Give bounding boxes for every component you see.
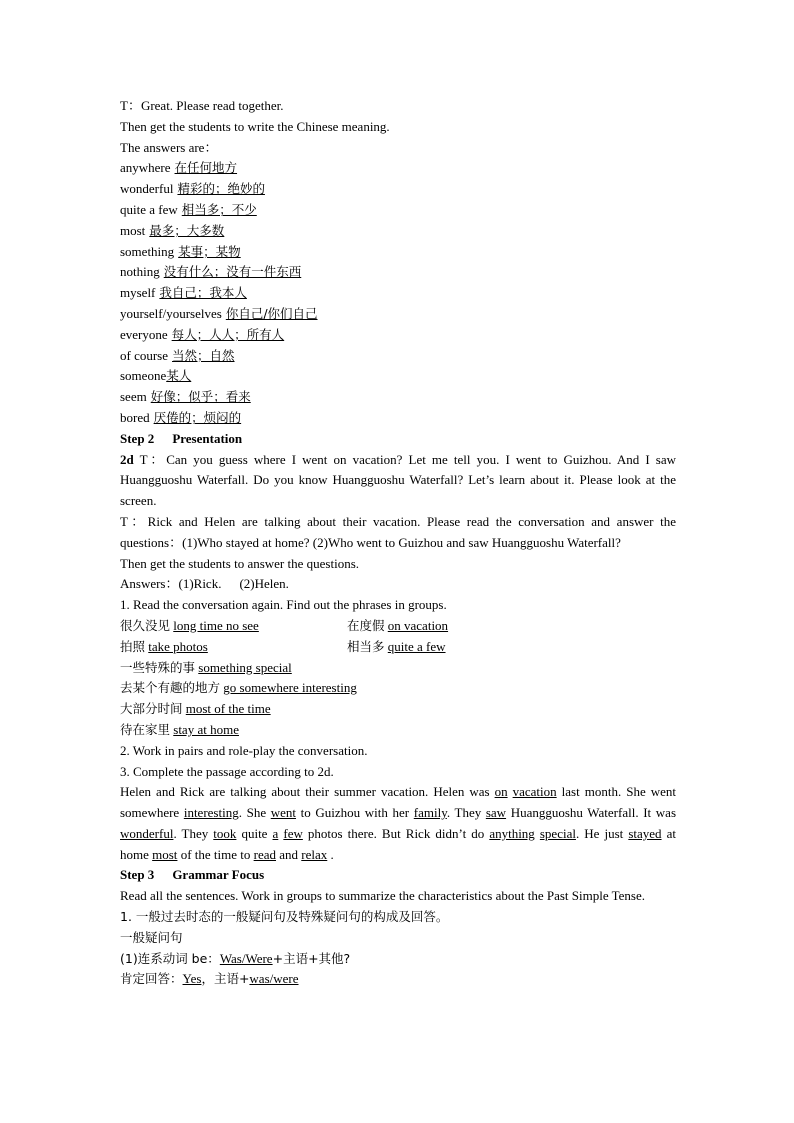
phrase-row: 待在家里 stay at home <box>120 721 239 737</box>
vocab-item: most 最多；大多数 <box>120 222 225 238</box>
passage-text: last month. She went somewhere <box>120 784 676 821</box>
passage-text: of the time to <box>177 846 254 862</box>
blank-answer: family <box>413 805 447 821</box>
vocab-item: seem 好像；似乎；看来 <box>120 389 251 405</box>
vocab-item: wonderful 精彩的；绝妙的 <box>120 181 265 197</box>
step3-heading: Step 3 Grammar Focus <box>120 867 265 883</box>
phrase-row: 一些特殊的事 something special <box>120 659 292 675</box>
vocab-item: myself 我自己；我本人 <box>120 285 247 301</box>
step2-instruction: Then get the students to answer the questions. <box>120 555 360 571</box>
phrase-row: 大部分时间 most of the time <box>120 701 271 717</box>
phrase-row: 去某个有趣的地方 go somewhere interesting <box>120 680 357 696</box>
blank-answer: special <box>539 825 576 841</box>
grammar-rule: (1)连系动词 be：Was/Were+主语+其他? <box>120 950 351 966</box>
task-3: 3. Complete the passage according to 2d. <box>120 763 334 779</box>
passage-text: . He just <box>575 825 629 841</box>
vocab-item: quite a few 相当多；不少 <box>120 201 257 217</box>
vocab-item: bored 厌倦的；烦闷的 <box>120 409 242 425</box>
passage-text: . <box>327 846 334 862</box>
blank-answer: took <box>213 825 237 841</box>
blank-answer: wonderful <box>120 825 174 841</box>
answers-label: The answers are： <box>120 139 218 155</box>
step3-paragraph: Read all the sentences. Work in groups to summarize the characteristics about the Past Simple Tense. <box>120 888 646 904</box>
blank-answer: interesting <box>183 805 239 821</box>
passage-text: and <box>276 846 302 862</box>
passage-text: Helen and Rick are talking about their summer vacation. Helen was <box>120 784 495 800</box>
passage-text: at home <box>120 825 676 862</box>
blank-answer: read <box>253 846 276 862</box>
blank-answer: relax <box>301 846 328 862</box>
passage-text: quite <box>236 825 273 841</box>
task-2: 2. Work in pairs and role-play the conversation. <box>120 742 368 758</box>
blank-answer: on <box>494 784 508 800</box>
grammar-point-1: 1. 一般过去时态的一般疑问句及特殊疑问句的构成及回答。 <box>120 909 449 925</box>
grammar-subheading: 一般疑问句 <box>120 929 183 945</box>
blank-answer: vacation <box>512 784 557 800</box>
teacher-line: T：Great. Please read together. <box>120 98 284 113</box>
vocab-list <box>120 158 676 428</box>
vocab-item: yourself/yourselves 你自己/你们自己 <box>120 305 318 321</box>
passage-text: . She <box>238 805 271 821</box>
vocab-item: someone某人 <box>120 368 192 384</box>
blank-answer: saw <box>485 805 507 821</box>
blank-answer: went <box>270 805 297 821</box>
step2-heading: Step 2 Presentation <box>120 430 243 446</box>
blank-answer: stayed <box>628 825 662 841</box>
completion-passage <box>120 782 676 865</box>
vocab-item: anywhere 在任何地方 <box>120 160 238 176</box>
task-1: 1. Read the conversation again. Find out the phrases in groups. <box>120 597 447 613</box>
document-page <box>120 96 676 990</box>
phrase-row: 拍照 take photos 相当多 quite a few <box>120 638 446 654</box>
vocab-item: nothing 没有什么；没有一件东西 <box>120 264 302 280</box>
vocab-item: everyone 每人；人人；所有人 <box>120 326 285 342</box>
phrase-row: 很久没见 long time no see 在度假 on vacation <box>120 617 449 633</box>
step2-paragraph-2d: 2d T：Can you guess where I went on vacation? Let me tell you. I went to Guizhou. And I saw Huangguoshu Waterfall. Do you know Huangguoshu Waterfall? Let’s learn about it. Please look at the screen. <box>120 451 676 509</box>
step2-paragraph-questions: T：Rick and Helen are talking about their vacation. Please read the conversation and answer the questions：(1)Who stayed at home? (2)Who went to Guizhou and saw Huangguoshu Waterfall? <box>120 513 676 550</box>
passage-text: to Guizhou with her <box>296 805 414 821</box>
step2-answers: Answers：(1)Rick. (2)Helen. <box>120 576 289 592</box>
passage-text: . They <box>173 825 214 841</box>
passage-text: . They <box>446 805 486 821</box>
blank-answer: anything <box>489 825 535 841</box>
passage-text: photos there. But Rick didn’t do <box>302 825 490 841</box>
blank-answer: most <box>152 846 178 862</box>
passage-text: Huangguoshu Waterfall. It was <box>506 805 676 821</box>
blank-answer: a <box>272 825 279 841</box>
vocab-item: something 某事；某物 <box>120 243 241 259</box>
instruction-line: Then get the students to write the Chinese meaning. <box>120 118 390 134</box>
blank-answer: few <box>283 825 303 841</box>
grammar-answer: 肯定回答：Yes，主语+was/were <box>120 971 299 987</box>
vocab-item: of course 当然；自然 <box>120 347 235 363</box>
